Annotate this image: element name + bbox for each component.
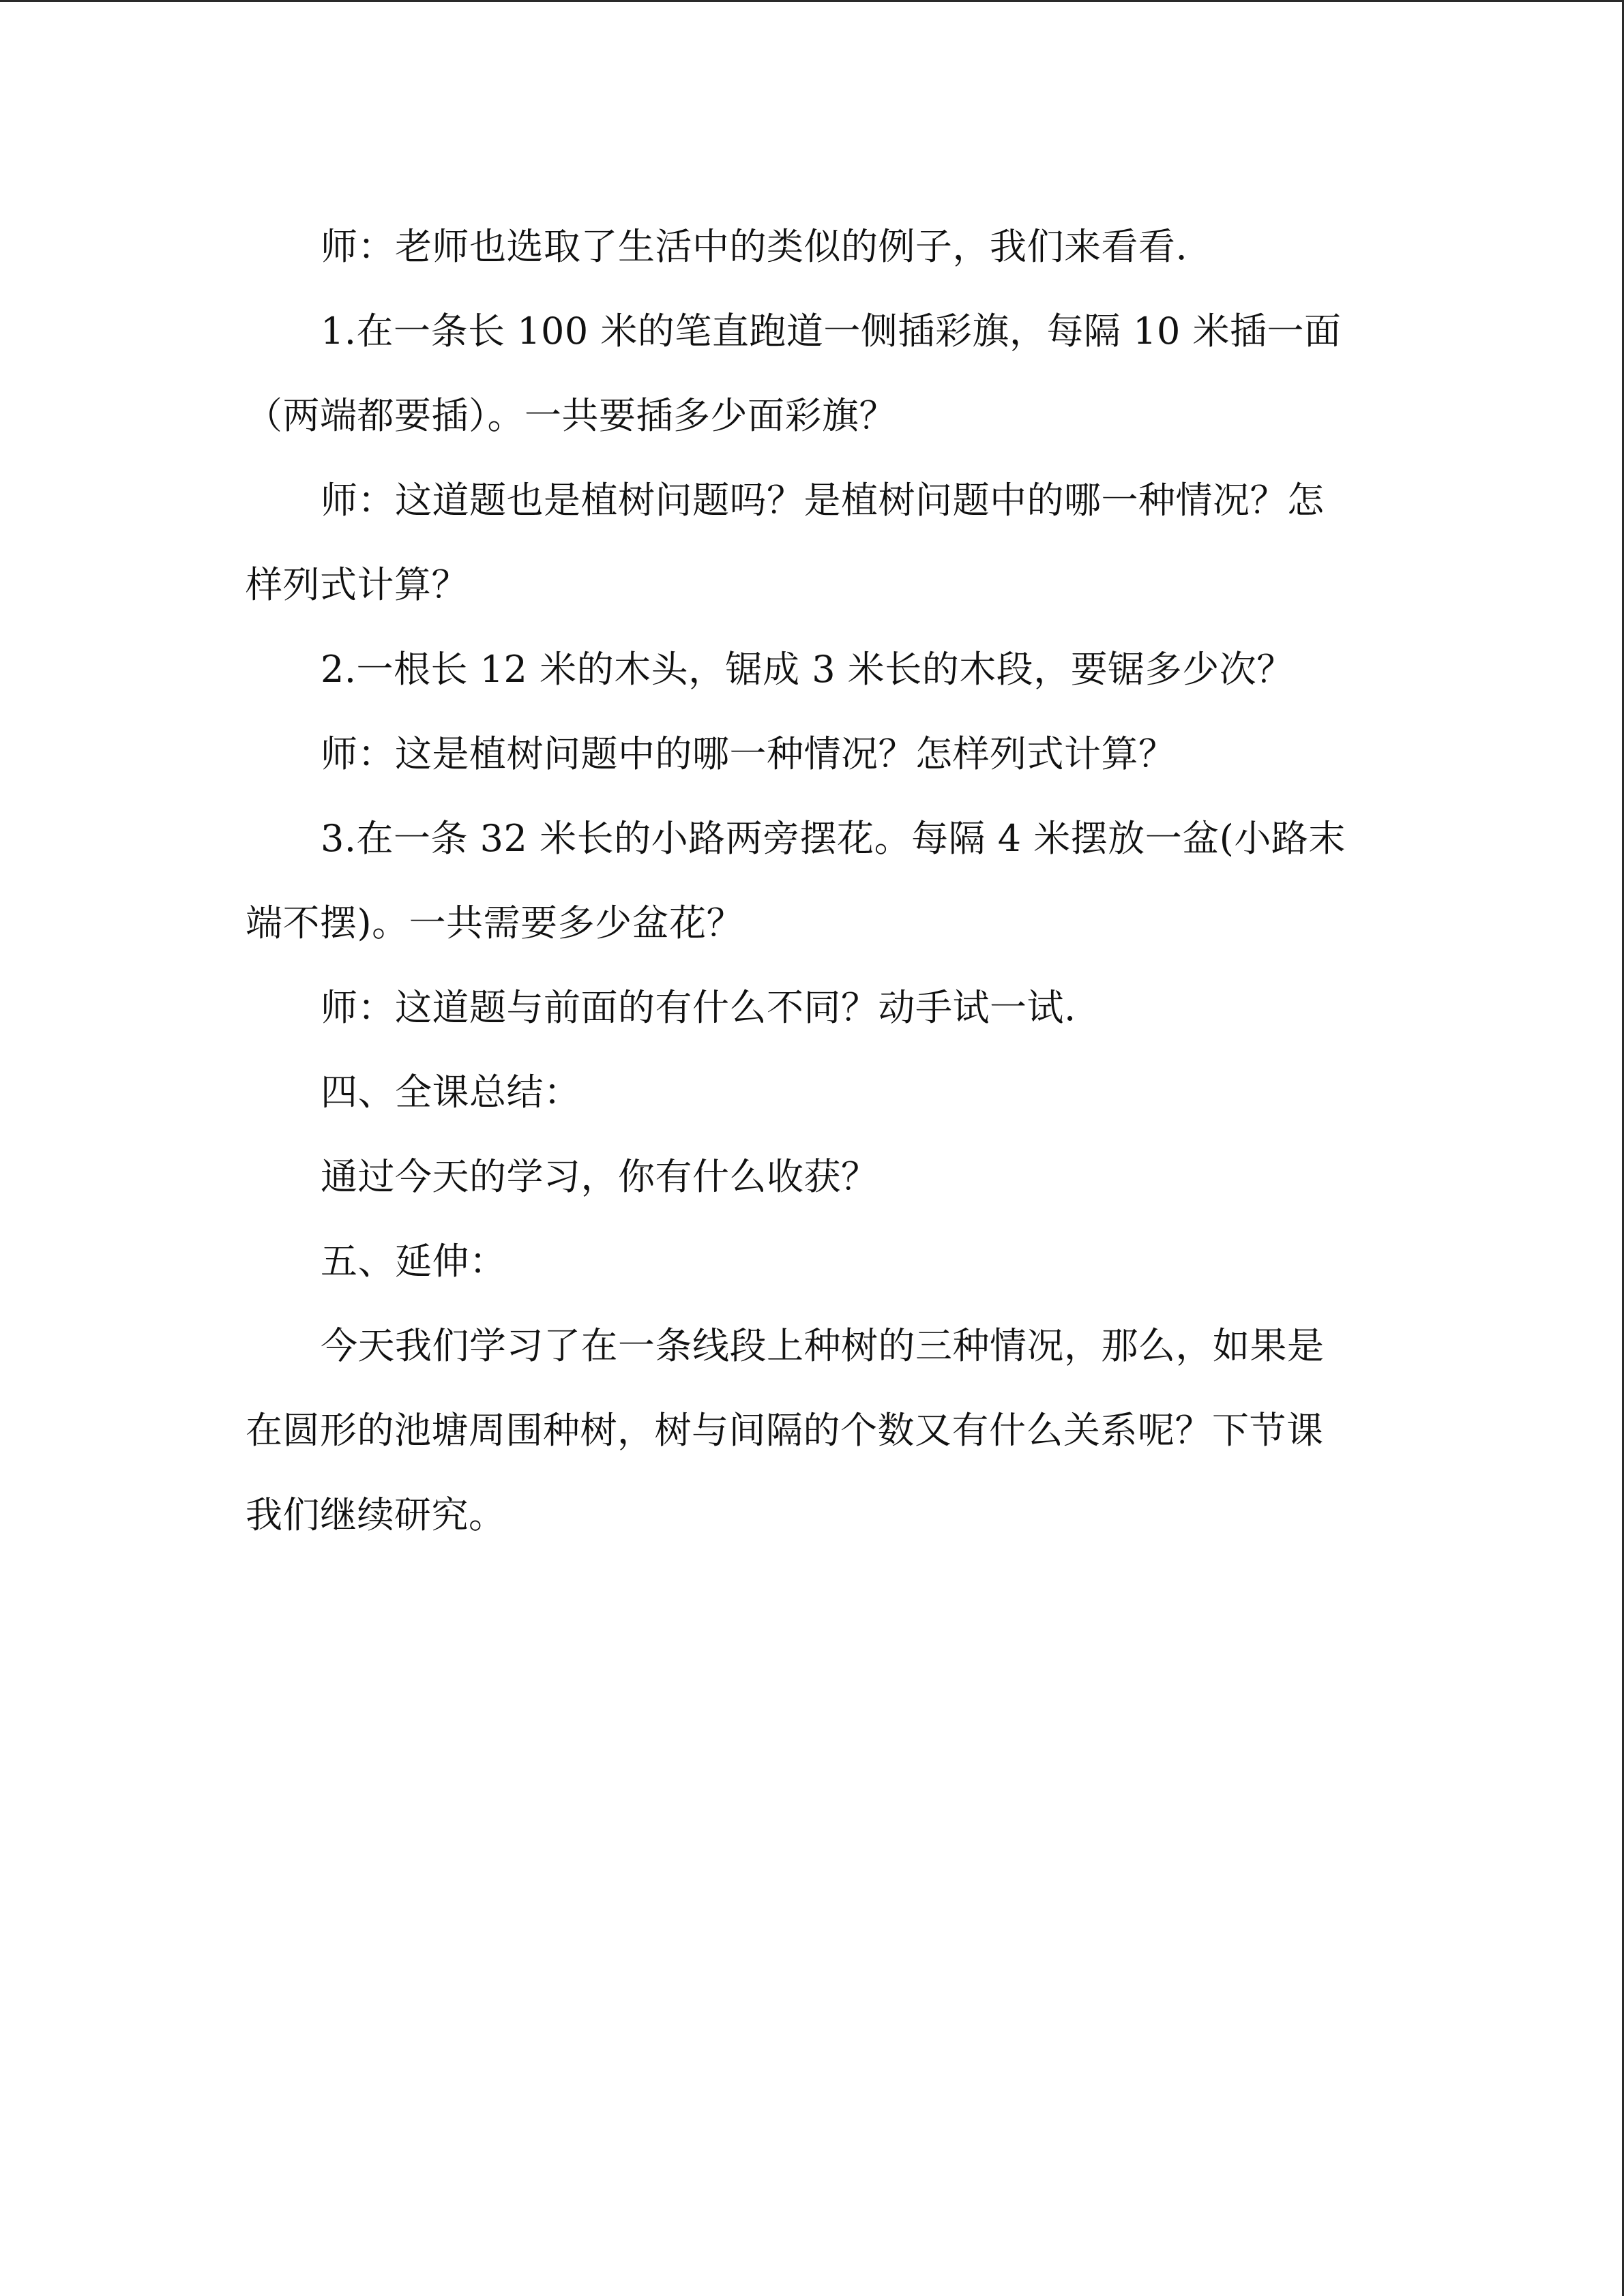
page-top-border bbox=[0, 0, 1624, 2]
document-body bbox=[246, 205, 1354, 1557]
problem-3-line-2: 端不摆)。一共需要多少盆花？ bbox=[246, 901, 744, 944]
section-heading-extension: 五、延伸： bbox=[321, 1240, 507, 1283]
extension-line-2: 在圆形的池塘周围种树，树与间隔的个数又有什么关系呢？下节课 bbox=[246, 1409, 1324, 1452]
teacher-question-1-line-2: 样列式计算？ bbox=[246, 563, 469, 606]
problem-1-line-2: （两端都要插）。一共要插多少面彩旗？ bbox=[246, 394, 896, 437]
problem-3-line-1: 3.在一条 32 米长的小路两旁摆花。每隔 4 米摆放一盆(小路末 bbox=[321, 817, 1346, 860]
teacher-question-2: 师：这是植树问题中的哪一种情况？怎样列式计算？ bbox=[321, 732, 1176, 775]
section-heading-summary: 四、全课总结： bbox=[321, 1071, 581, 1114]
extension-line-1: 今天我们学习了在一条线段上种树的三种情况，那么，如果是 bbox=[321, 1324, 1325, 1367]
teacher-question-1-line-1: 师：这道题也是植树问题吗？是植树问题中的哪一种情况？怎 bbox=[321, 479, 1325, 522]
extension-line-3: 我们继续研究。 bbox=[246, 1493, 506, 1536]
paragraph-teacher-intro: 师：老师也选取了生活中的类似的例子，我们来看看. bbox=[321, 225, 1188, 268]
problem-2: 2.一根长 12 米的木头，锯成 3 米长的木段，要锯多少次？ bbox=[321, 648, 1294, 691]
problem-1-line-1: 1.在一条长 100 米的笔直跑道一侧插彩旗，每隔 10 米插一面 bbox=[321, 310, 1342, 353]
teacher-question-3: 师：这道题与前面的有什么不同？动手试一试. bbox=[321, 986, 1076, 1029]
summary-question: 通过今天的学习，你有什么收获？ bbox=[321, 1155, 879, 1198]
